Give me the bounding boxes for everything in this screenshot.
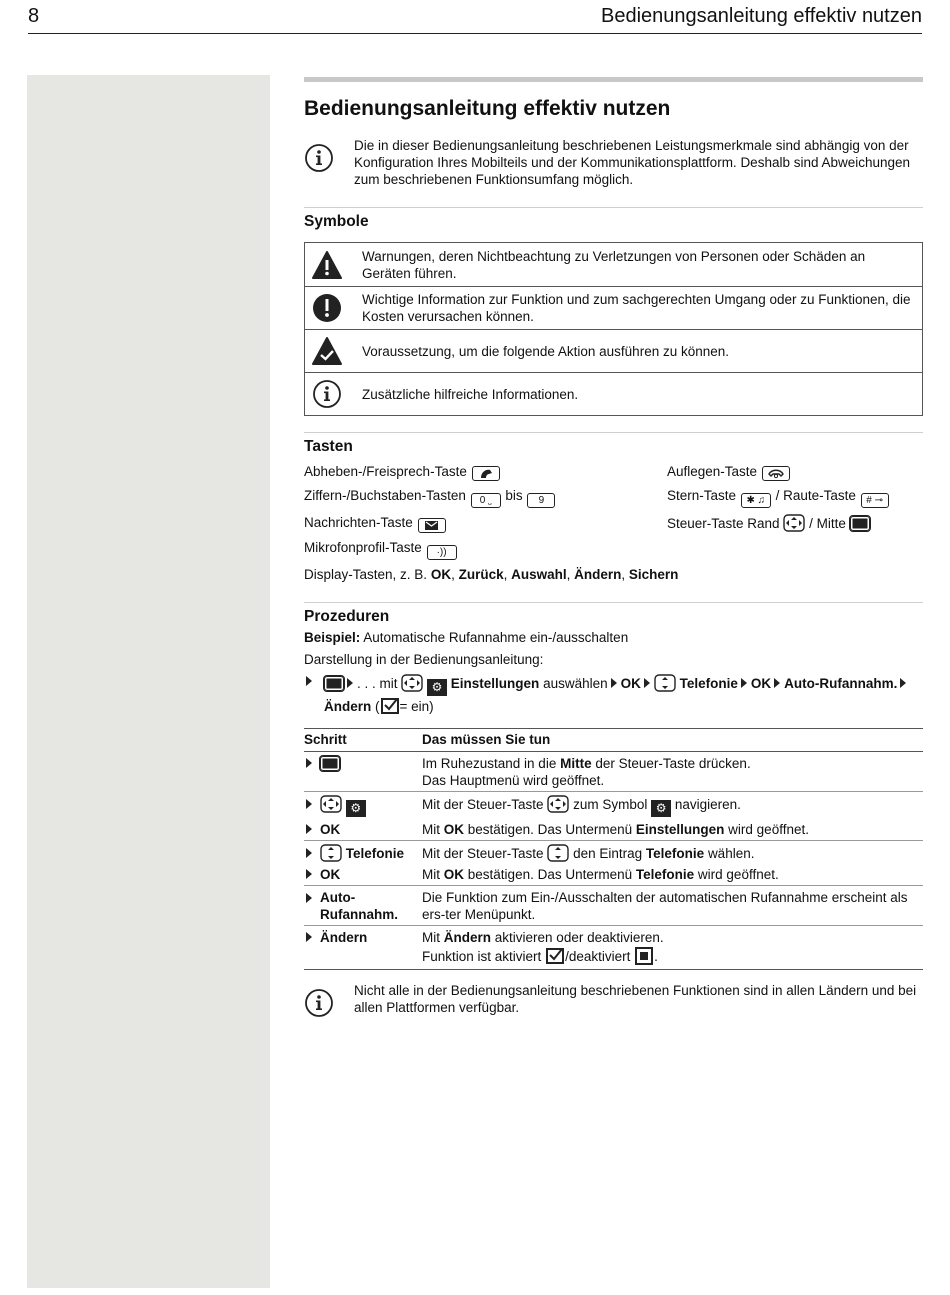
navigation-updown-icon [547,844,569,862]
table-row: Im Ruhezustand in die Mitte der Steuer-Taste drücken. Das Hauptmenü wird geöffnet. [304,751,923,791]
symbol-text: Voraussetzung, um die folgende Aktion ausführen zu können. [362,343,730,359]
step6-text: Die Funktion zum Ein-/Ausschalten der automatischen Rufannahme erscheint als ers-ter Menüpunkt. [422,885,923,925]
step-arrow-icon [644,678,650,688]
info-circle-icon [304,988,334,1018]
phone-hangup-icon [762,466,790,481]
table-row: OK Mit OK bestätigen. Das Untermenü Telefonie wird geöffnet. [304,864,923,886]
check-triangle-icon [311,336,343,366]
step-arrow-icon [741,678,747,688]
step-arrow-icon [306,758,312,768]
symbol-row [305,372,922,415]
keys-heading: Tasten [304,438,353,455]
key-end: Auflegen-Taste [667,463,923,481]
center-key-icon [320,756,340,771]
step-arrow-icon [900,678,906,688]
table-row: OK Mit OK bestätigen. Das Untermenü Einstellungen wird geöffnet. [304,819,923,841]
warning-triangle-icon [311,250,343,280]
table-row: ⚙ Mit der Steuer-Taste zum Symbol ⚙ navigieren. [304,791,923,819]
intro-note-text: Die in dieser Bedienungsanleitung beschriebenen Leistungsmerkmale sind abhängig von der Konfiguration Ihres Mobilteils und der Kommunikationsplattform. Deshalb sind Abweichungen zum beschriebenen Funktionsumfang möglich. [354,138,911,187]
table-row: Ändern Mit Ändern aktivieren oder deaktivieren. Funktion ist aktiviert /deaktiviert . [304,925,923,969]
step-arrow-icon [306,824,312,834]
procedure-sequence: . . . mit ⚙ Einstellungen auswählen OK Telefonie OK Auto-Rufannahm. Ändern ( = ein) [304,673,923,718]
phone-talk-icon [472,466,500,481]
navigation-key-icon [320,795,342,813]
step-arrow-icon [306,799,312,809]
symbol-text: Zusätzliche hilfreiche Informationen. [362,386,579,402]
navigation-updown-icon [320,844,342,862]
main-content [304,77,923,1022]
table-row: Auto- Rufannahm. Die Funktion zum Ein-/Ausschalten der automatischen Rufannahme erscheint als ers-ter Menüpunkt. [304,885,923,925]
key-micprofile: Mikrofonprofil-Taste ·)) [304,539,923,560]
steps-table [304,728,923,970]
digit-key-9: 9 [527,493,555,508]
navigation-key-icon [401,674,423,692]
info-circle-icon [304,143,334,173]
settings-gear-icon: ⚙ [427,679,447,696]
checkbox-unchecked-icon [634,946,654,965]
key-star-hash: Stern-Taste ✱ ♫ / Raute-Taste # ⊸ [667,487,923,508]
page-header [28,6,922,34]
key-display: Display-Tasten, z. B. OK, Zurück, Auswahl, Ändern, Sichern [304,567,679,582]
symbol-text: Wichtige Information zur Funktion und zum sachgerechten Umgang oder zu Funktionen, die Kosten verursachen können. [362,292,911,324]
page-number: 8 [28,5,40,27]
symbol-row [305,286,922,329]
symbols-heading: Symbole [304,213,369,230]
settings-gear-icon: ⚙ [651,800,671,817]
step-arrow-icon [306,932,312,942]
step-arrow-icon [306,676,312,686]
intro-note [304,137,923,188]
step-arrow-icon [306,848,312,858]
navigation-key-icon [547,795,569,813]
steps-table-header [304,728,923,751]
step-arrow-icon [611,678,617,688]
key-digits: Ziffern-/Buchstaben-Tasten 0 ⎵ bis 9 [304,487,667,508]
column-header-action: Das müssen Sie tun [422,728,923,751]
symbols-table [304,242,923,416]
step-arrow-icon [306,893,312,903]
digit-key-0: 0 ⎵ [471,493,501,508]
hash-key-icon: # ⊸ [861,493,889,508]
settings-gear-icon: ⚙ [346,800,366,817]
step-arrow-icon [347,678,353,688]
step-arrow-icon [774,678,780,688]
checkbox-checked-icon [545,946,565,965]
keys-list [304,463,923,583]
section-top-bar [304,77,923,82]
key-messages: Nachrichten-Taste [304,514,667,533]
sidebar-panel [27,75,270,1288]
closing-note [304,982,923,1022]
closing-note-text: Nicht alle in der Bedienungsanleitung beschriebenen Funktionen sind in allen Ländern und bei allen Plattformen verfügbar. [354,982,917,1015]
example-line: Beispiel: Automatische Rufannahme ein-/ausschalten [304,630,629,645]
exclamation-circle-icon [312,293,342,323]
symbol-text: Warnungen, deren Nichtbeachtung zu Verletzungen von Personen oder Schäden an Geräten führen. [362,248,866,281]
checkbox-checked-icon [380,696,400,715]
center-key-icon [850,516,870,531]
star-key-icon: ✱ ♫ [741,493,771,508]
info-circle-icon [312,379,342,409]
table-row: Telefonie Mit der Steuer-Taste den Eintrag Telefonie wählen. [304,840,923,864]
depiction-line: Darstellung in der Bedienungsanleitung: [304,652,544,667]
step-arrow-icon [306,869,312,879]
key-control: Steuer-Taste Rand / Mitte [667,514,923,533]
column-header-step: Schritt [304,728,422,751]
microphone-profile-icon: ·)) [427,545,457,560]
running-title: Bedienungsanleitung effektiv nutzen [601,5,922,27]
center-key-icon [324,676,344,691]
page-title: Bedienungsanleitung effektiv nutzen [304,97,671,120]
symbol-row [305,243,922,286]
message-key-icon [418,518,446,533]
navigation-updown-icon [654,674,676,692]
symbol-row [305,329,922,372]
procedures-heading: Prozeduren [304,608,390,625]
key-talk: Abheben-/Freisprech-Taste [304,463,667,481]
navigation-key-icon [783,514,805,532]
